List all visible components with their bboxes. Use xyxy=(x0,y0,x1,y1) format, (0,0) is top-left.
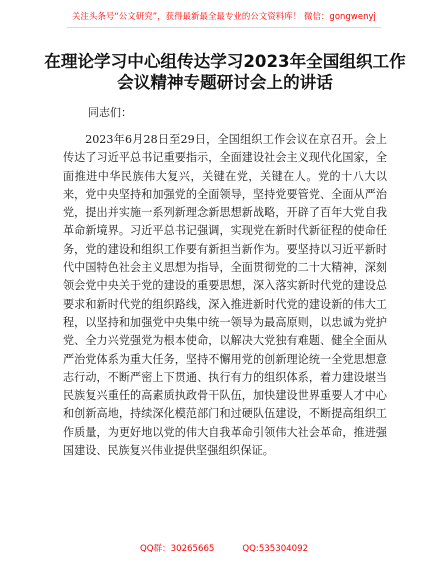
footer-qq: QQ:535304092 xyxy=(242,544,309,554)
footer-contact xyxy=(0,542,448,554)
body-paragraph: 2023年6月28日至29日，全国组织工作会议在京召开。会上传达了习近平总书记重要指示，全面建设社会主义现代化国家，全面推进中华民族伟大复兴，关键在党，关键在人。党的十八大以来，党中央坚持和加强党的全面领导，坚持党要管党、全面从严治党，提出并实施一系列新理念新思想新战略，开辟了百年大党自我革命新境界。习近平总书记强调，实现党在新时代新征程的使命任务，党的建设和组织工作要有新担当新作为。要坚持以习近平新时代中国特色社会主义思想为指导，全面贯彻党的二十大精神，深刻领会党中央关于党的建设的重要思想，深入落实新时代党的建设总要求和新时代党的组织路线，深入推进新时代党的建设新的伟大工程，以坚持和加强党中央集中统一领导为最高原则，以忠诚为党护党、全力兴党强党为根本使命，以解决大党独有难题、健全全面从严治党体系为重大任务，坚持不懈用党的创新理论统一全党思想意志行动，不断严密上下贯通、执行有力的组织体系，着力建设堪当民族复兴重任的高素质执政骨干队伍，加快建设世界重要人才中心和创新高地，持续深化模范部门和过硬队伍建设，不断提高组织工作质量，为更好地以党的伟大自我革命引领伟大社会革命，推进强国建设、民族复兴伟业提供坚强组织保证。 xyxy=(63,133,387,458)
footer-qq-group: QQ群：30265665 xyxy=(139,544,215,554)
header-banner: 关注头条号“公文研究”，获得最新最全最专业的公文资料库！ 微信：gongwenyj xyxy=(72,11,376,21)
document-title: 在理论学习中心组传达学习2023年全国组织工作会议精神专题研讨会上的讲话 xyxy=(44,52,406,92)
header-divider xyxy=(67,27,381,28)
salutation: 同志们： xyxy=(88,106,132,119)
